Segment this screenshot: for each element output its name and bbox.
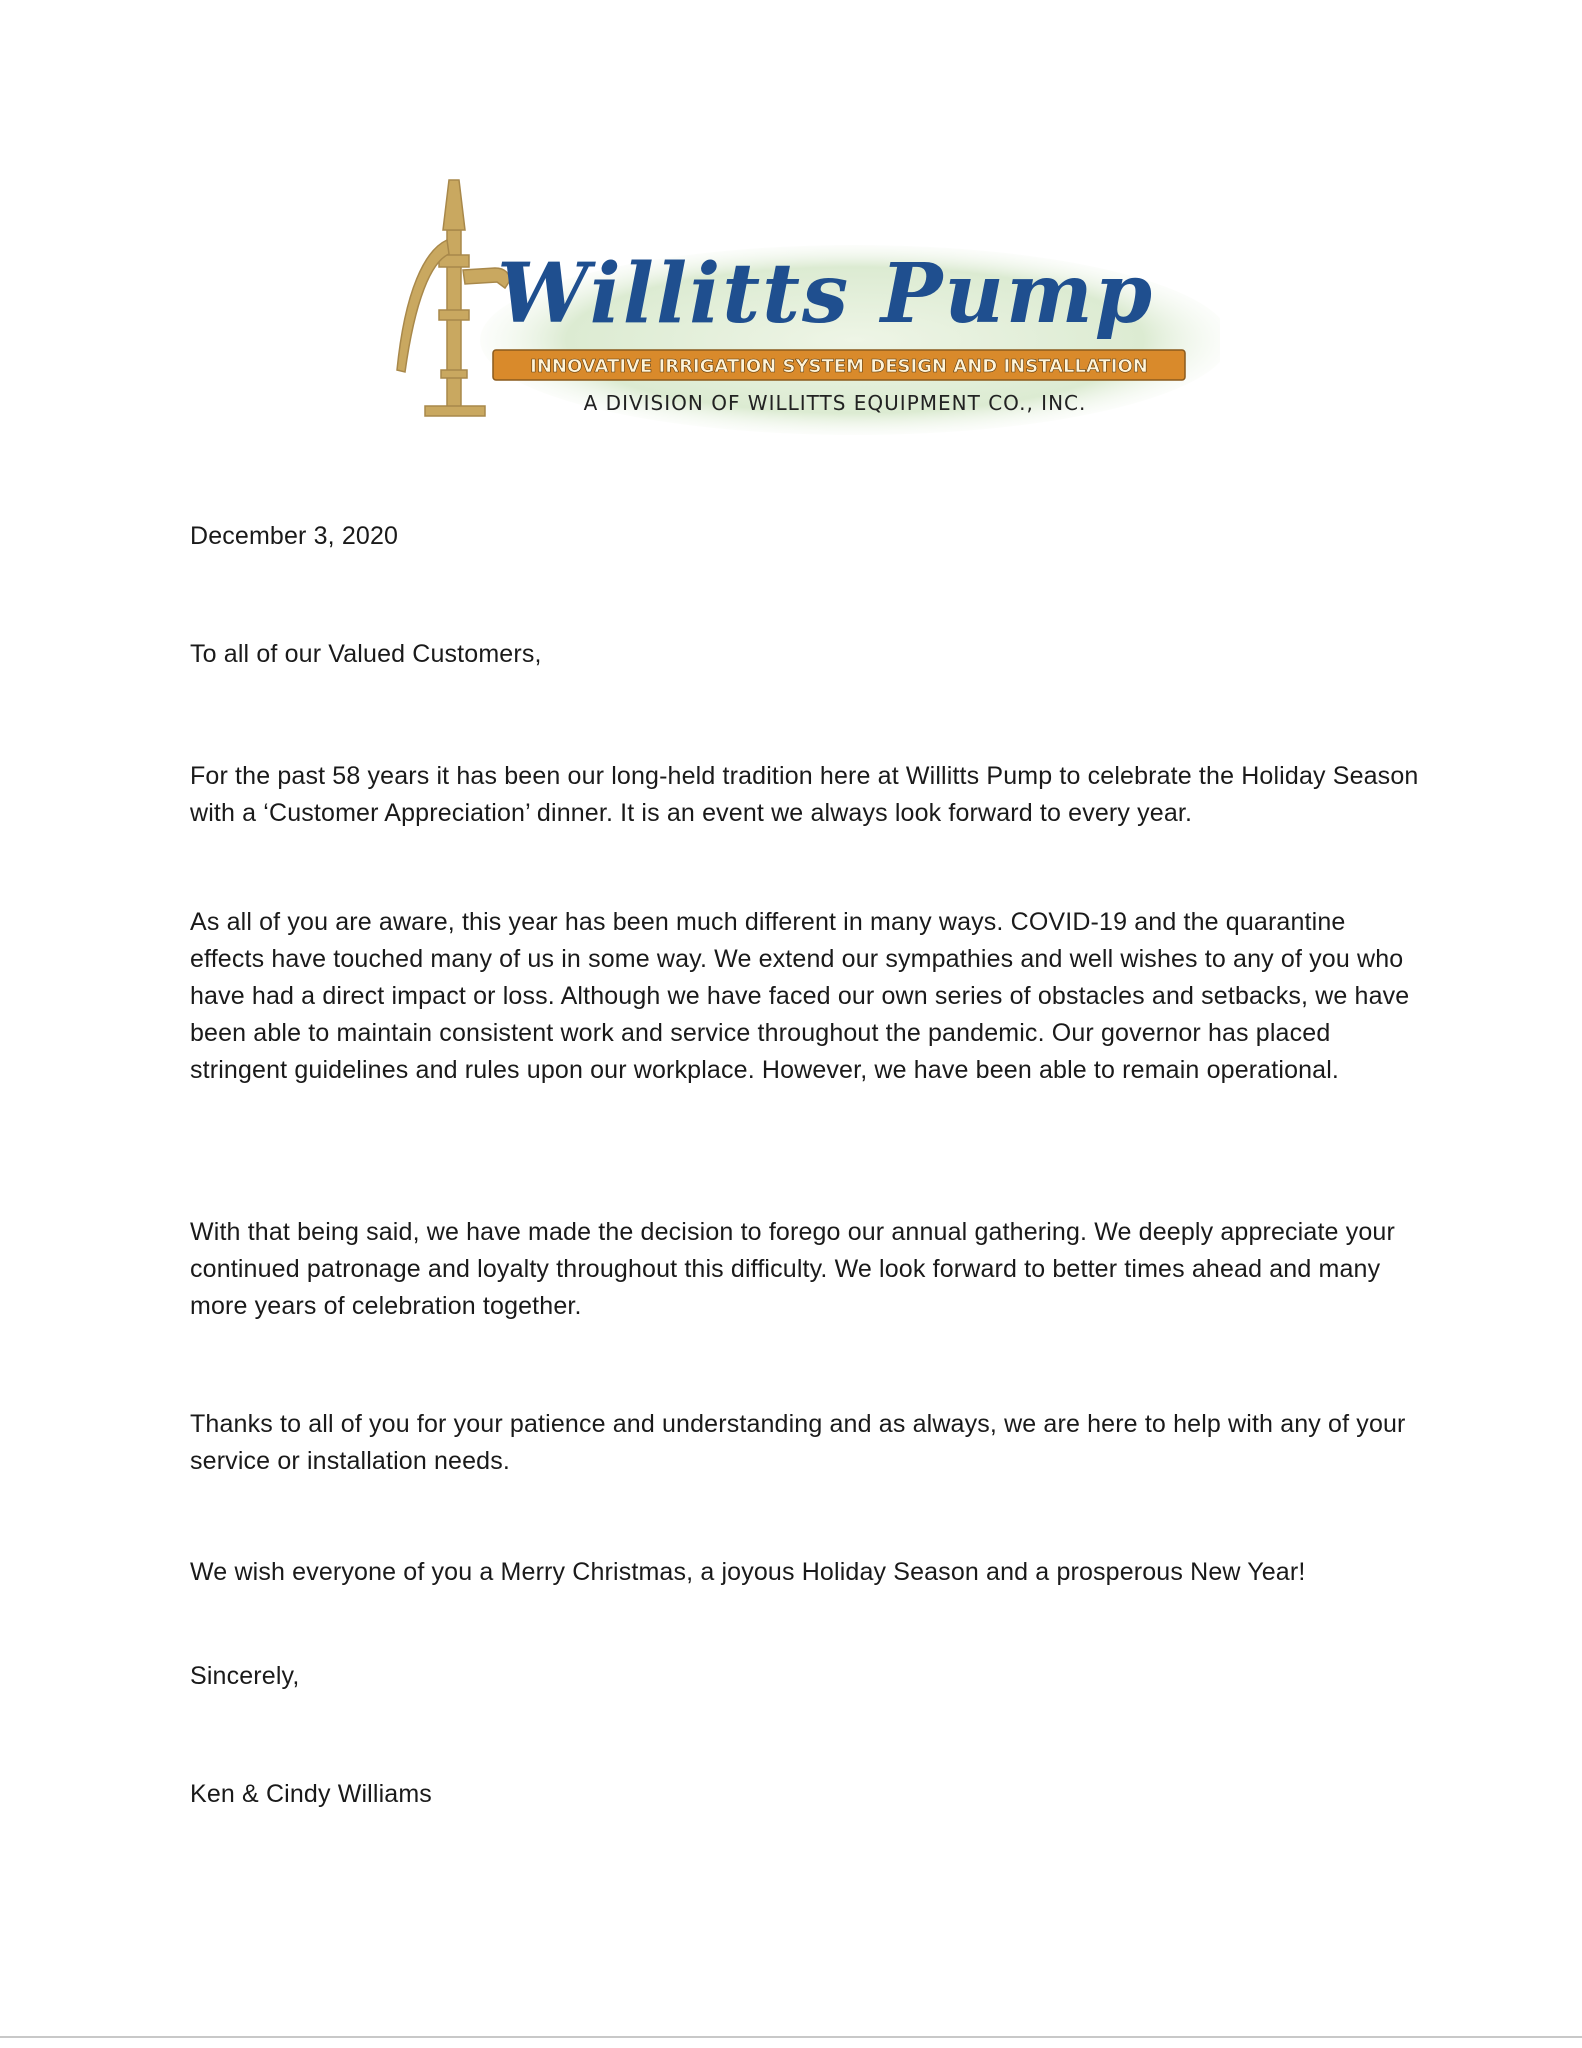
paragraph: We wish everyone of you a Merry Christmas, a joyous Holiday Season and a prosperous New Year!: [190, 1558, 1306, 1586]
paragraph: As all of you are aware, this year has been much different in many ways. COVID-19 and the quarantine effects have touched many of us in some way. We extend our sympathies and well wishes to any of you who have had a direct impact or loss. Although we have faced our own series of obstacles and setbacks, we have been able to maintain consistent work and service throughout the pandemic. Our governor has placed stringent guidelines and rules upon our workplace. However, we have been able to remain operational.: [190, 908, 1410, 1084]
paragraph: Thanks to all of you for your patience and understanding and as always, we are here to help with any of your service or installation needs.: [190, 1410, 1406, 1475]
signature-name: Ken & Cindy Williams: [190, 1780, 432, 1808]
paragraph: For the past 58 years it has been our long-held tradition here at Willitts Pump to celebrate the Holiday Season with a ‘Customer Appreciation’ dinner. It is an event we always look forward to every year.: [190, 762, 1419, 827]
paragraph: With that being said, we have made the decision to forego our annual gathering. We deeply appreciate your continued patronage and loyalty throughout this difficulty. We look forward to better times ahead and many more years of celebration together.: [190, 1218, 1395, 1320]
company-logo: [385, 170, 1220, 450]
division-text: A DIVISION OF WILLITTS EQUIPMENT CO., INC.: [583, 391, 1087, 415]
letter-date: December 3, 2020: [190, 522, 399, 550]
hand-pump-icon: [397, 180, 509, 416]
scan-edge-divider: [0, 2036, 1582, 2038]
brand-name: Willitts Pump: [497, 246, 1155, 342]
tagline: INNOVATIVE IRRIGATION SYSTEM DESIGN AND INSTALLATION: [530, 356, 1148, 377]
closing: Sincerely,: [190, 1662, 300, 1690]
salutation: To all of our Valued Customers,: [190, 640, 542, 668]
